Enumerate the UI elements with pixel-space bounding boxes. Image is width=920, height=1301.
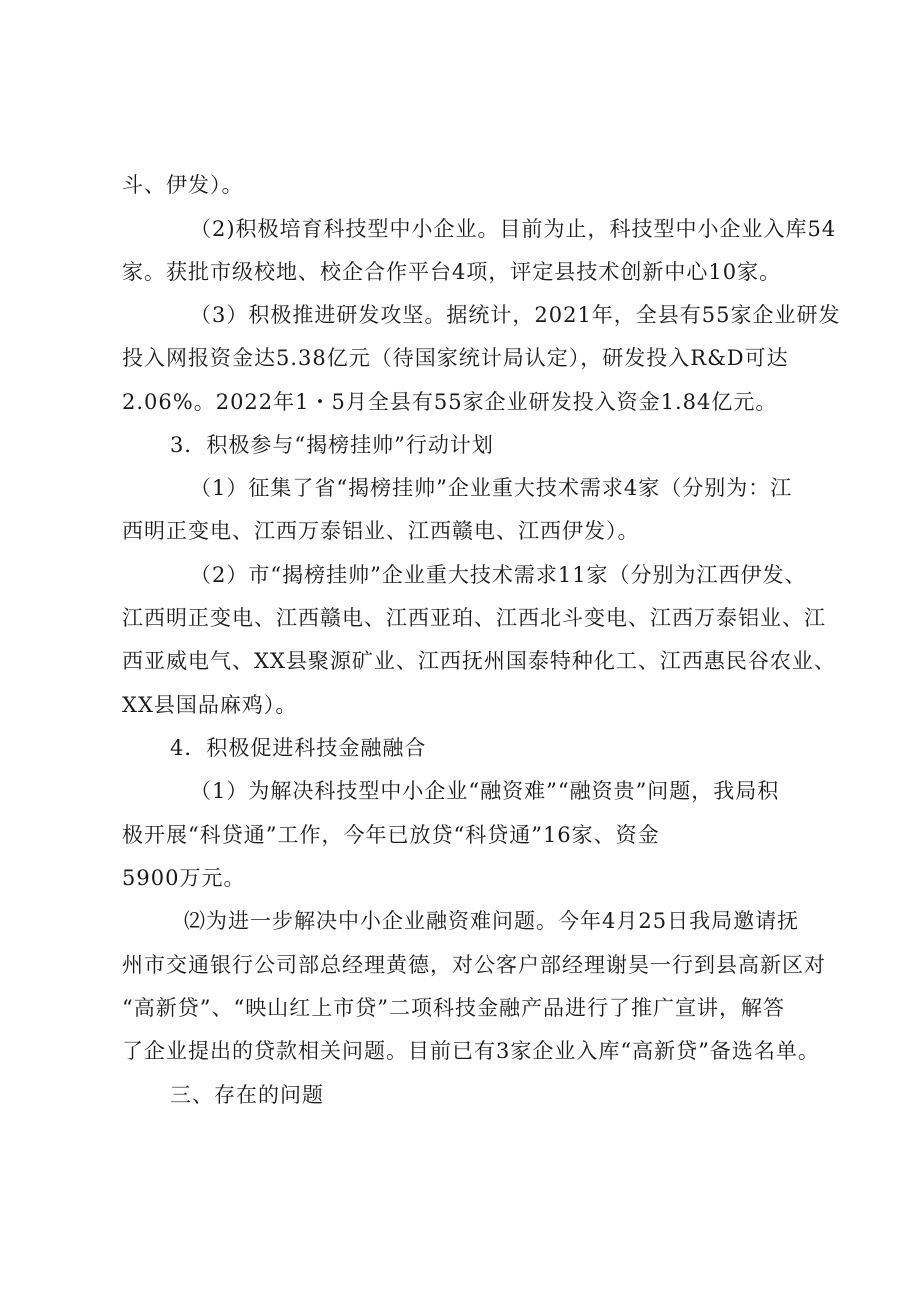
- section-heading: 3．积极参与“揭榜挂帅”行动计划: [170, 433, 494, 457]
- paragraph-line: 了企业提出的贷款相关问题。目前已有3家企业入库“高新贷”备选名单。: [122, 1039, 820, 1063]
- paragraph-line: “高新贷”、“映山红上市贷”二项科技金融产品进行了推广宣讲，解答: [122, 996, 785, 1020]
- paragraph-line: （2)积极培育科技型中小企业。目前为止，科技型中小企业入库54: [190, 217, 837, 241]
- paragraph-line: 州市交通银行公司部总经理黄德，对公客户部经理谢昊一行到县高新区对: [122, 953, 826, 977]
- paragraph-line: （2）市“揭榜挂帅”企业重大技术需求11家（分别为江西伊发、: [190, 563, 807, 587]
- paragraph-line: （1）征集了省“揭榜挂帅”企业重大技术需求4家（分别为：江: [190, 476, 793, 500]
- paragraph-line: （1）为解决科技型中小企业“融资难”“融资贵”问题，我局积: [190, 779, 780, 803]
- paragraph-line: 2.06%。2022年1・5月全县有55家企业研发投入资金1.84亿元。: [122, 390, 778, 414]
- section-heading: 4．积极促进科技金融融合: [170, 736, 427, 760]
- paragraph-line: 斗、伊发）。: [122, 173, 244, 197]
- paragraph-line: 家。获批市级校地、校企合作平台4项，评定县技术创新中心10家。: [122, 260, 782, 284]
- paragraph-line: XX县国品麻鸡）。: [122, 693, 298, 717]
- section-heading: 三、存在的问题: [170, 1083, 324, 1107]
- paragraph-line: 极开展“科贷通”工作，今年已放贷“科贷通”16家、资金: [122, 823, 660, 847]
- paragraph-line: （3）积极推进研发攻坚。据统计，2021年，全县有55家企业研发: [190, 303, 841, 327]
- paragraph-line: ⑵为进一步解决中小企业融资难问题。今年4月25日我局邀请抚: [184, 909, 800, 933]
- paragraph-line: 投入网报资金达5.38亿元（待国家统计局认定），研发投入R&D可达: [122, 346, 789, 370]
- paragraph-line: 西明正变电、江西万泰铝业、江西赣电、江西伊发）。: [122, 519, 640, 543]
- paragraph-line: 西亚威电气、XX县聚源矿业、江西抚州国泰特种化工、江西惠民谷农业、: [122, 649, 836, 673]
- paragraph-line: 江西明正变电、江西赣电、江西亚珀、江西北斗变电、江西万泰铝业、江: [122, 606, 826, 630]
- paragraph-line: 5900万元。: [122, 866, 246, 890]
